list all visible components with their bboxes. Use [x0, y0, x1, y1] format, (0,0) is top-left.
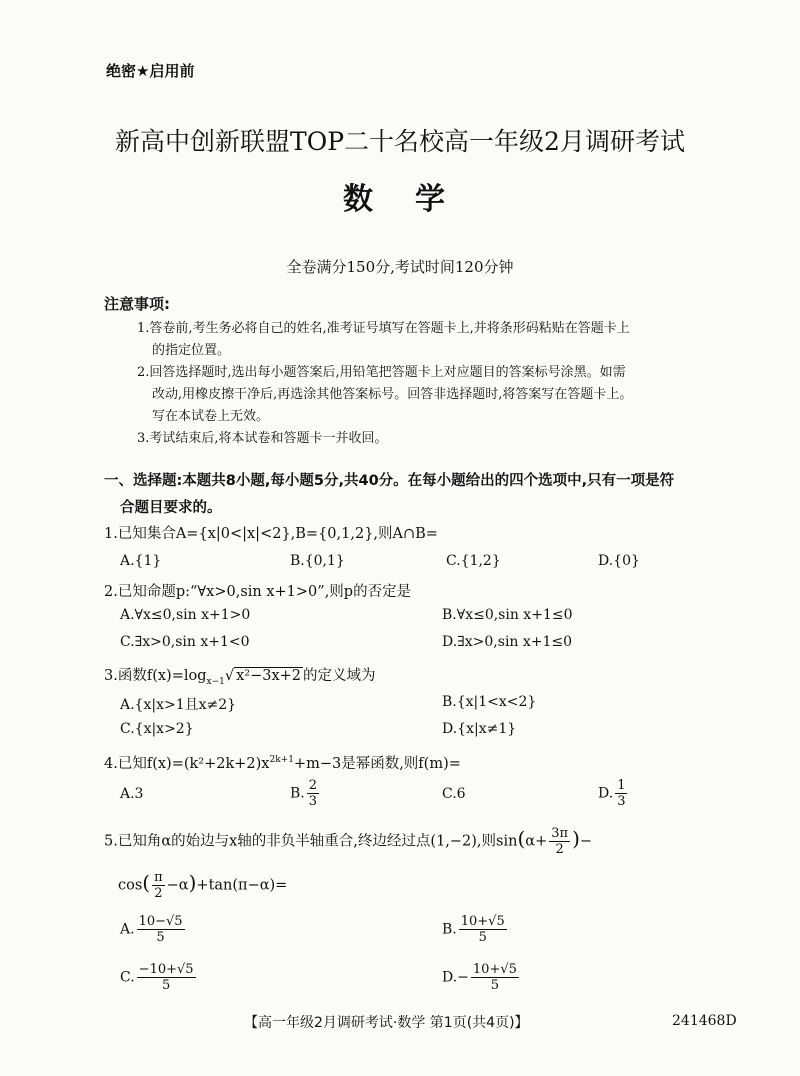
denominator: 5: [156, 930, 165, 945]
stem-text: cos: [118, 877, 143, 894]
stem-text: 3.函数f(x)=log: [104, 668, 207, 684]
stem-text: −: [579, 833, 593, 850]
notice-line: 写在本试卷上无效。: [152, 409, 270, 424]
subject-title: 数学: [343, 182, 487, 217]
exam-score-time: 全卷满分150分,考试时间120分钟: [286, 258, 514, 276]
log-base: x−1: [206, 676, 225, 687]
question-stem: 5.已知角α的始边与x轴的非负半轴重合,终边经过点(1,−2),则sin(α+ $\frac{3\pi}{2}$ )−: [104, 826, 593, 857]
option-c: C.{1,2}: [446, 553, 501, 569]
option-a: A.∀x≤0,sin x+1>0: [120, 607, 251, 623]
notice-line: 3.考试结束后,将本试卷和答题卡一并收回。: [137, 431, 388, 446]
numerator: 10+√5: [472, 962, 517, 977]
option-a: A.{1}: [120, 553, 162, 569]
option-b: [290, 778, 321, 809]
option-a: [120, 914, 187, 945]
option-label: B.: [290, 785, 305, 802]
fraction: [471, 962, 519, 993]
option-c: C.{x|x>2}: [120, 721, 194, 737]
option-label: B.: [442, 921, 457, 938]
option-label: D.: [598, 785, 614, 802]
numerator: 2: [308, 778, 318, 793]
option-d: [598, 778, 629, 809]
question-stem: [104, 752, 461, 773]
question-stem: 1.已知集合A={x|0<|x|<2},B={0,1,2},则A∩B=: [104, 526, 438, 542]
stem-text: +m−3是幂函数,则f(m)=: [293, 756, 461, 772]
option-c: [120, 962, 198, 993]
fraction: [137, 962, 196, 993]
fraction: [307, 778, 319, 809]
notice-line: 1.答卷前,考生务必将自己的姓名,准考证号填写在答题卡上,并将条形码粘贴在答题卡上: [137, 321, 630, 336]
denominator: 2: [154, 886, 163, 901]
notice-heading: 注意事项:: [104, 295, 170, 313]
option-a: A.{x|x>1且x≠2}: [120, 697, 237, 713]
numerator: 10−√5: [138, 914, 183, 929]
fraction: [137, 914, 185, 945]
option-d: D.{x|x≠1}: [442, 721, 517, 737]
fraction: [459, 914, 507, 945]
fraction: [152, 870, 165, 901]
denominator: 2: [555, 842, 564, 857]
option-label: C.: [120, 969, 135, 986]
denominator: 3: [308, 794, 318, 809]
question-stem: 3.函数$f(x)=\log_{x-1}√$ x²−3x+2 的定义域为: [104, 668, 376, 687]
argument: α+: [525, 833, 548, 850]
option-a: A.3: [120, 786, 144, 802]
numerator: 1: [617, 778, 626, 793]
denominator: 5: [490, 978, 500, 993]
notice-line: 2.回答选择题时,选出每小题答案后,用铅笔把答题卡上对应题目的答案标号涂黑。如需: [137, 365, 626, 380]
option-c: C.∃x>0,sin x+1<0: [120, 634, 250, 650]
fraction: [615, 778, 627, 809]
question-stem: cos( $\frac{\pi}{2}$ −α)+tan(π−α)=: [118, 870, 288, 901]
stem-text: 4.已知f(x)=(k²+2k+2)x: [104, 756, 270, 772]
denominator: 3: [617, 794, 626, 809]
denominator: 5: [478, 930, 487, 945]
notice-line: 改动,用橡皮擦干净后,再选涂其他答案标号。回答非选择题时,将答案写在答题卡上。: [152, 387, 633, 402]
exponent: 2k+1: [269, 755, 294, 766]
option-d: [442, 962, 521, 993]
stem-text: 5.已知角α的始边与x轴的非负半轴重合,终边经过点(1,−2),则sin: [104, 833, 518, 850]
argument: −α: [166, 877, 189, 894]
secret-label: 绝密★启用前: [106, 62, 195, 80]
option-b: B.{0,1}: [290, 553, 345, 569]
denominator: 5: [161, 978, 171, 993]
option-b: B.{x|1<x<2}: [442, 694, 537, 710]
numerator: 10+√5: [460, 914, 505, 929]
page-footer: 【高一年级2月调研考试·数学 第1页(共4页)】: [244, 1015, 529, 1031]
option-d: D.{0}: [598, 553, 640, 569]
section-heading-line: 合题目要求的。: [120, 500, 222, 516]
numerator: 3π: [551, 826, 569, 841]
stem-text: 的定义域为: [303, 668, 376, 684]
notice-line: 的指定位置。: [152, 343, 231, 358]
numerator: −10+√5: [138, 962, 194, 977]
question-stem: 2.已知命题p:“∀x>0,sin x+1>0”,则p的否定是: [104, 584, 412, 600]
option-b: [442, 914, 509, 945]
section-heading: [104, 468, 674, 522]
section-heading-line: 一、选择题:本题共8小题,每小题5分,共40分。在每小题给出的四个选项中,只有一项是符: [104, 473, 675, 489]
option-c: C.6: [442, 786, 466, 802]
exam-title: 新高中创新联盟TOP二十名校高一年级2月调研考试: [115, 127, 685, 156]
fraction: [549, 826, 570, 857]
paper-code: 241468D: [672, 1013, 737, 1029]
numerator: π: [154, 870, 163, 885]
option-label: D.−: [442, 969, 469, 986]
option-b: B.∀x≤0,sin x+1≤0: [442, 607, 573, 623]
option-d: D.∃x>0,sin x+1≤0: [442, 634, 573, 650]
stem-text: +tan(π−α)=: [196, 877, 288, 894]
radicand: x²−3x+2: [236, 668, 302, 684]
option-label: A.: [120, 921, 135, 938]
